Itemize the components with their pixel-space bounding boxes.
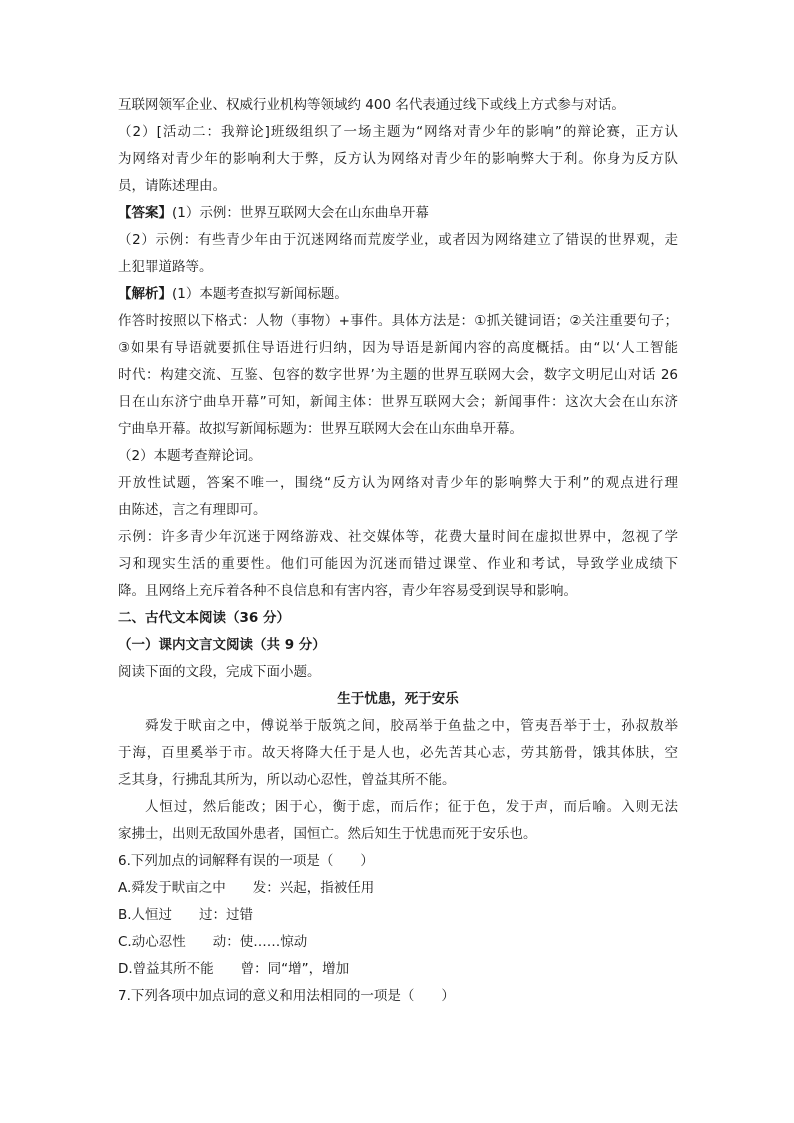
analysis-text: 习和现实生活的重要性。他们可能因为沉迷而错过课堂、作业和考试，导致学业成绩下 — [118, 556, 678, 572]
analysis-text: (1）本题考查拟写新闻标题。 — [172, 286, 348, 302]
passage-text: 家拂士，出则无敌国外患者，国恒亡。然后知生于忧患而死于安乐也。 — [118, 826, 537, 842]
passage-title: 生于忧患，死于安乐 — [337, 691, 459, 707]
analysis-text: 示例：许多青少年沉迷于网络游戏、社交媒体等，花费大量时间在虚拟世界中，忽视了学 — [118, 529, 678, 545]
text-line: 互联网领军企业、权威行业机构等领域约 400 名代表通过线下或线上方式参与对话。 — [118, 97, 625, 113]
document-page — [118, 92, 678, 1010]
analysis-text: 日在山东济宁曲阜开幕”可知，新闻主体：世界互联网大会；新闻事件：这次大会在山东济 — [118, 394, 678, 410]
answer-text: 上犯罪道路等。 — [118, 259, 213, 275]
analysis-line — [118, 281, 678, 308]
question-stem: 6.下列加点的词解释有误的一项是（ ） — [118, 853, 374, 869]
answer-line — [118, 200, 678, 227]
question-text: 员，请陈述理由。 — [118, 178, 226, 194]
passage-text: 乏其身，行拂乱其所为，所以动心忍性，曾益其所不能。 — [118, 772, 456, 788]
analysis-text: 作答时按照以下格式：人物（事物）+事件。具体方法是：①抓关键词语；②关注重要句子； — [118, 313, 678, 329]
instruction-text: 阅读下面的文段，完成下面小题。 — [118, 664, 321, 680]
analysis-text: 由陈述，言之有理即可。 — [118, 502, 267, 518]
analysis-text: 宁曲阜开幕。故拟写新闻标题为：世界互联网大会在山东曲阜开幕。 — [118, 421, 523, 437]
subsection-heading: （一）课内文言文阅读（共 9 分） — [118, 637, 326, 653]
question-text: 为网络对青少年的影响利大于弊，反方认为网络对青少年的影响弊大于利。你身为反方队 — [118, 151, 678, 167]
answer-text: (1）示例：世界互联网大会在山东曲阜开幕 — [172, 205, 429, 221]
question-text: （2）[活动二：我辩论]班级组织了一场主题为“网络对青少年的影响”的辩论赛，正方认 — [118, 124, 678, 140]
passage-text: 人恒过，然后能改；困于心，衡于虑，而后作；征于色，发于声，而后喻。入则无法 — [145, 799, 678, 815]
option-d: D.曾益其所不能 曾：同“增”，增加 — [118, 961, 350, 977]
analysis-text: 时代：构建交流、互鉴、包容的数字世界’为主题的世界互联网大会，数字文明尼山对话 26 — [118, 367, 678, 383]
analysis-text: ③如果有导语就要抓住导语进行归纳，因为导语是新闻内容的高度概括。由“以‘人工智能 — [118, 340, 678, 356]
analysis-text: 降。且网络上充斥着各种不良信息和有害内容，青少年容易受到误导和影响。 — [118, 583, 577, 599]
analysis-text: （2）本题考查辩论词。 — [118, 448, 262, 464]
option-c: C.动心忍性 动：使……惊动 — [118, 934, 308, 950]
option-b: B.人恒过 过：过错 — [118, 907, 254, 923]
passage-text: 于海，百里奚举于市。故天将降大任于是人也，必先苦其心志，劳其筋骨，饿其体肤，空 — [118, 745, 678, 761]
passage-text: 舜发于畎亩之中，傅说举于版筑之间，胶鬲举于鱼盐之中，管夷吾举于士，孙叔敖举 — [145, 718, 678, 734]
section-heading: 二、古代文本阅读（36 分） — [118, 610, 290, 626]
analysis-text: 开放性试题，答案不唯一，围绕“反方认为网络对青少年的影响弊大于利”的观点进行理 — [118, 475, 678, 491]
analysis-tag: 【解析】 — [118, 286, 172, 302]
answer-text: （2）示例：有些青少年由于沉迷网络而荒废学业，或者因为网络建立了错误的世界观，走 — [118, 232, 678, 248]
option-a: A.舜发于畎亩之中 发：兴起，指被任用 — [118, 880, 375, 896]
question-stem: 7.下列各项中加点词的意义和用法相同的一项是（ ） — [118, 988, 455, 1004]
answer-tag: 【答案】 — [118, 205, 172, 221]
